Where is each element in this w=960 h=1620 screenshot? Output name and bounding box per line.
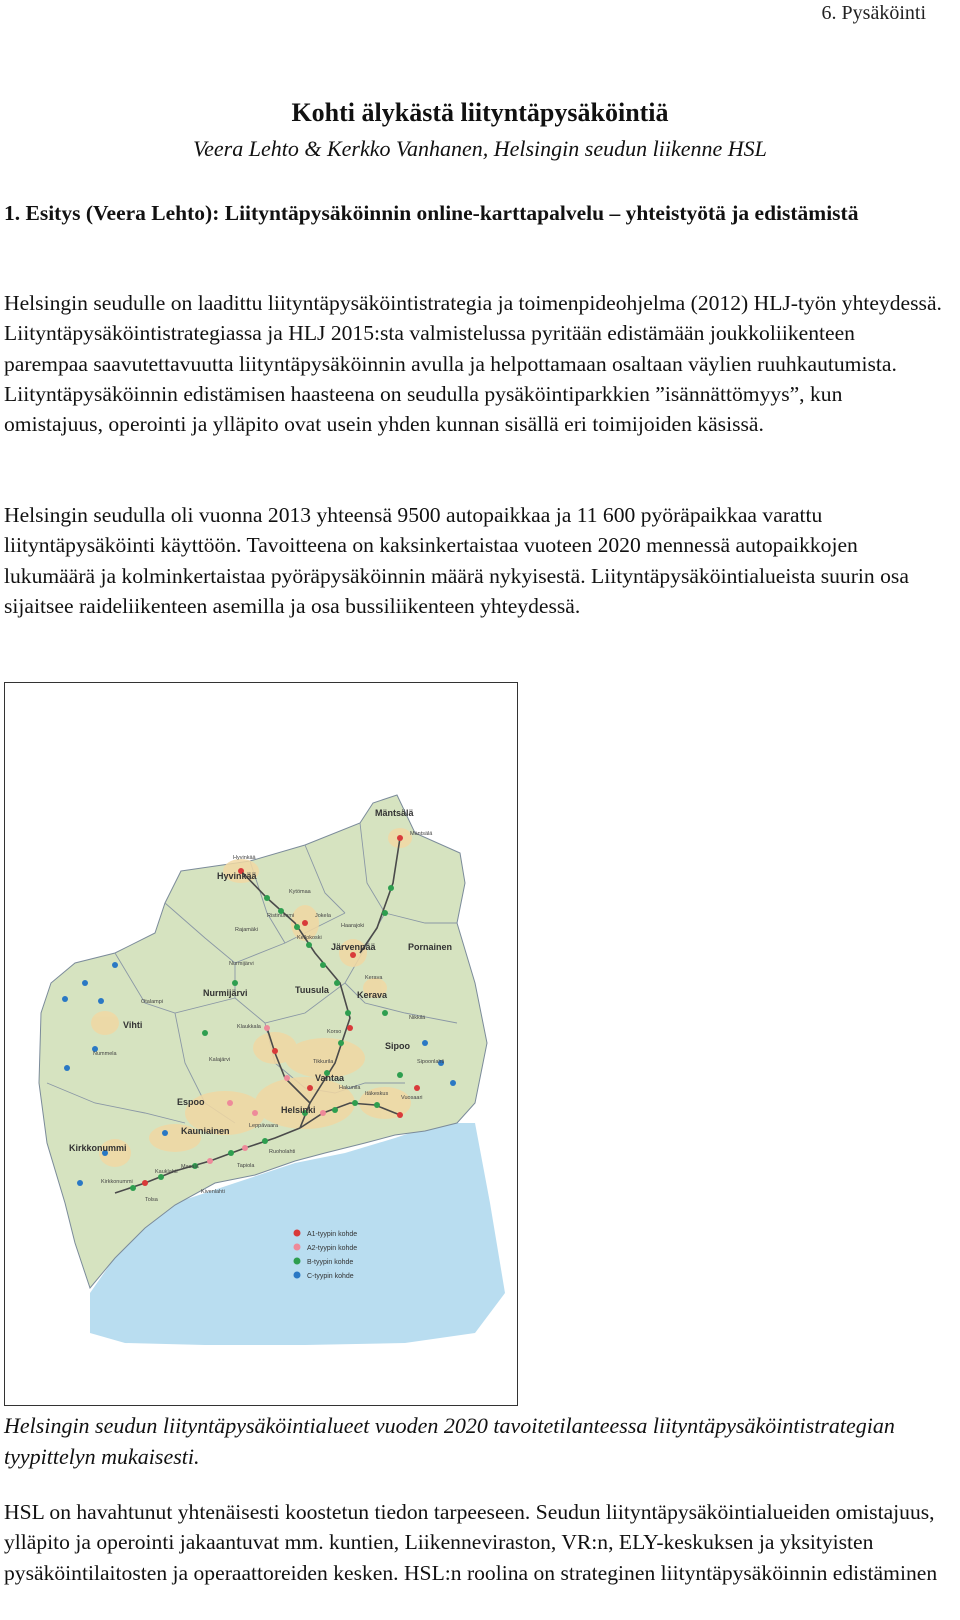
- map-place-label: Klaukkala: [237, 1024, 261, 1030]
- map-place-label: Korso: [327, 1029, 342, 1035]
- map-label-vihti: Vihti: [123, 1020, 143, 1030]
- legend-a2-label: A2-tyypin kohde: [307, 1245, 358, 1252]
- article-authors: Veera Lehto & Kerkko Vanhanen, Helsingin seudun liikenne HSL: [193, 136, 767, 161]
- map-label-kerava: Kerava: [357, 990, 388, 1000]
- map-place-label: Tikkurila: [313, 1059, 334, 1065]
- map-place-label: Kytömaa: [289, 889, 311, 895]
- map-place-label: Kauklahti: [155, 1169, 178, 1175]
- legend-a1-marker: [294, 1230, 301, 1237]
- map-place-label: Kirkkonummi: [101, 1179, 133, 1185]
- map-place-label: Kalajärvi: [209, 1057, 231, 1063]
- map-place-label: Hyvinkää: [233, 855, 256, 861]
- map-svg: [5, 683, 517, 1405]
- map-place-label: Tolsa: [145, 1197, 158, 1203]
- map-label-nurmijarvi: Nurmijärvi: [203, 988, 248, 998]
- map-legend: [287, 1223, 377, 1285]
- map-place-label: Hakunila: [339, 1085, 361, 1091]
- map-label-espoo: Espoo: [177, 1097, 205, 1107]
- map-place-label: Nummela: [93, 1051, 117, 1057]
- section-heading: 1. Esitys (Veera Lehto): Liityntäpysäköinnin online-karttapalvelu – yhteistyötä ja edistämistä: [4, 201, 859, 225]
- map-place-label: Ruoholahti: [269, 1149, 296, 1155]
- map-place-label: Nikkilä: [409, 1015, 426, 1021]
- map-place-label: Sipoonlahti: [417, 1059, 445, 1065]
- map-label-helsinki: Helsinki: [281, 1105, 316, 1115]
- figure-caption: Helsingin seudun liityntäpysäköintialueet vuoden 2020 tavoitetilanteessa liityntäpysäköintistrategian tyypittelyn mukaisesti.: [4, 1413, 895, 1469]
- map-place-label: Kerava: [365, 975, 383, 981]
- map-place-label: Masala: [181, 1164, 199, 1170]
- paragraph-strategy: Helsingin seudulle on laadittu liityntäpysäköintistrategia ja toimenpideohjelma (2012) HLJ-työn yhteydessä. Liityntäpysäköintistrategiassa ja HLJ 2015:sta valmistelussa pyritään edistämään joukkoliikenteen parempaa saavutettavuutta liityntäpysäköinnin avulla ja helpottamaan osaltaan väylien ruuhkautumista. Liityntäpysäköinnin edistämisen haasteena on seudulla pysäköintiparkkien ”isännättömyys”, kun omistajuus, operointi ja ylläpito ovat usein yhden kunnan sisällä eri toimijoiden käsissä.: [4, 291, 942, 437]
- paragraph-hsl-role: HSL on havahtunut yhtenäisesti koostetun tiedon tarpeeseen. Seudun liityntäpysäköintialueiden omistajuus, ylläpito ja operointi jakaantuvat mm. kuntien, Liikenneviraston, VR:n, ELY-keskuksen ja yksityisten pysäköintilaitosten ja operaattoreiden kesken. HSL:n roolina on strateginen liityntäpysäköinnin edistäminen: [4, 1500, 938, 1585]
- map-place-label: Ristinummi: [267, 913, 295, 919]
- map-label-kauniainen: Kauniainen: [181, 1126, 230, 1136]
- page-header-section: 6. Pysäköinti: [821, 2, 926, 24]
- legend-a1-label: A1-tyypin kohde: [307, 1231, 358, 1238]
- map-label-jarvenpaa: Järvenpää: [331, 942, 376, 952]
- map-place-label: Tapiola: [237, 1163, 255, 1169]
- article-title: Kohti älykästä liityntäpysäköintiä: [291, 98, 669, 127]
- map-place-label: Mäntsälä: [410, 831, 433, 837]
- paragraph-statistics: Helsingin seudulla oli vuonna 2013 yhteensä 9500 autopaikkaa ja 11 600 pyöräpaikkaa varattu liityntäpysäköinti käyttöön. Tavoitteena on kaksinkertaistaa vuoteen 2020 mennessä autopaikkojen lukumäärä ja kolminkertaistaa pyöräpysäköinnin määrä nykyisestä. Liityntäpysäköintialueista suurin osa sijaitsee raideliikenteen asemilla ja osa bussiliikenteen yhteydessä.: [4, 503, 909, 618]
- map-label-kirkkonummi: Kirkkonummi: [69, 1143, 127, 1153]
- legend-c-marker: [294, 1272, 301, 1279]
- map-place-label: Kivenlahti: [201, 1189, 225, 1195]
- map-label-tuusula: Tuusula: [295, 985, 329, 995]
- map-label-pornainen: Pornainen: [408, 942, 453, 952]
- map-place-label: Itäkeskus: [365, 1091, 389, 1097]
- map-place-label: Otalampi: [141, 999, 164, 1005]
- map-place-label: Leppävaara: [249, 1123, 279, 1129]
- map-place-label: Jokela: [315, 913, 331, 919]
- map-label-mantsala: Mäntsälä: [375, 808, 414, 818]
- map-place-label: Vuosaari: [401, 1095, 423, 1101]
- legend-b-marker: [294, 1258, 301, 1265]
- map-label-hyvinkaa: Hyvinkää: [217, 871, 257, 881]
- map-place-label: Haarajoki: [341, 923, 365, 929]
- map-place-label: Nurmijärvi: [229, 961, 254, 967]
- map-place-label: Rajamäki: [235, 927, 258, 933]
- legend-b-label: B-tyypin kohde: [307, 1259, 354, 1266]
- park-and-ride-map: [4, 682, 518, 1406]
- map-label-sipoo: Sipoo: [385, 1041, 410, 1051]
- map-place-label: Kellokoski: [297, 935, 322, 941]
- legend-a2-marker: [294, 1244, 301, 1251]
- map-label-vantaa: Vantaa: [315, 1073, 345, 1083]
- legend-c-label: C-tyypin kohde: [307, 1273, 354, 1280]
